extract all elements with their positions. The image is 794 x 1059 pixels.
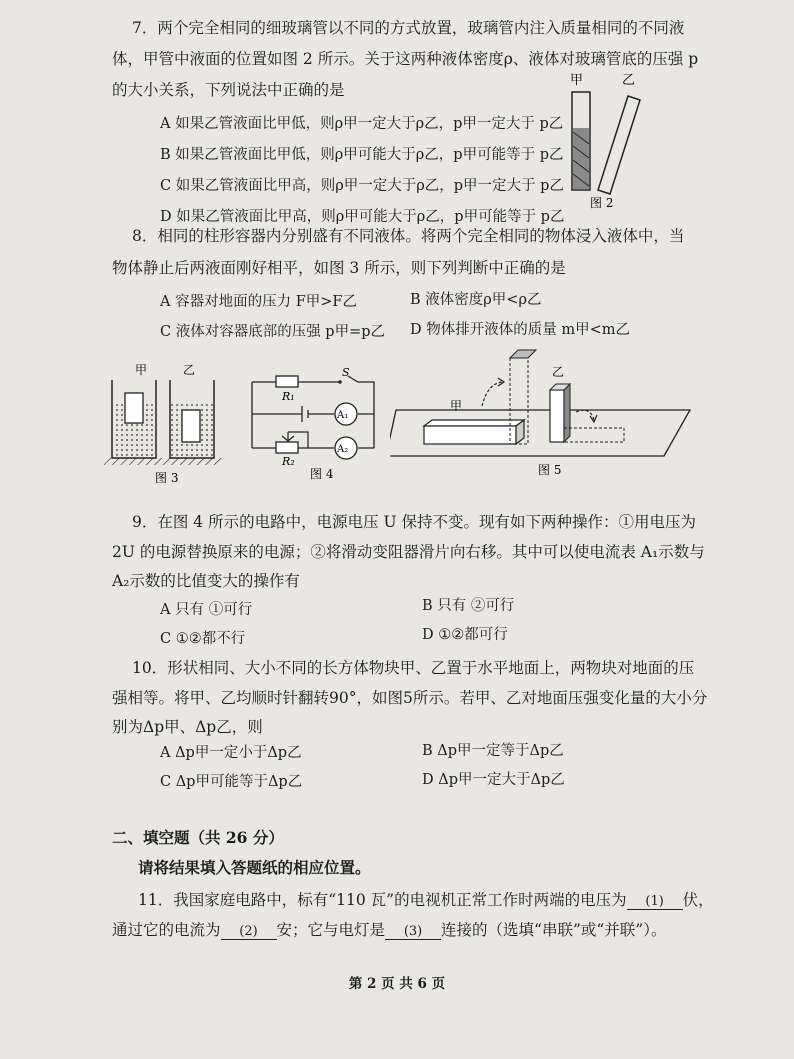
fig2-label-yi: 乙 <box>622 73 636 88</box>
q10-option-b: B Δp甲一定等于Δp乙 <box>422 743 564 759</box>
q10-option-d: D Δp甲一定大于Δp乙 <box>422 772 565 788</box>
fig5-label-jia: 甲 <box>450 399 463 413</box>
q10-option-c: C Δp甲可能等于Δp乙 <box>160 774 303 790</box>
q11-line2 <box>112 918 666 940</box>
fig5-caption: 图 5 <box>538 463 562 477</box>
fig2-label-jia: 甲 <box>570 73 584 88</box>
q7-line3: 的大小关系，下列说法中正确的是 <box>112 81 345 99</box>
figure-2 <box>560 70 650 210</box>
fig4-label-s: S <box>342 366 350 379</box>
fig3-ground <box>104 458 222 465</box>
fig3-object-jia <box>125 393 143 423</box>
figure-5 <box>390 346 700 482</box>
fig4-resistor-r2 <box>276 442 298 453</box>
fig5-block-yi-rotated <box>564 428 624 442</box>
q7-option-b: B 如果乙管液面比甲低，则ρ甲可能大于ρ乙，p甲可能等于 p乙 <box>160 147 564 163</box>
fig5-block-yi <box>550 390 564 442</box>
q9-line1: 9．在图 4 所示的电路中，电源电压 U 保持不变。现有如下两种操作：①用电压为 <box>132 513 696 531</box>
fig4-label-r1: R₁ <box>282 390 295 403</box>
q8-line2: 物体静止后两液面刚好相平，如图 3 所示，则下列判断中正确的是 <box>112 259 566 277</box>
fig4-label-a2: A₂ <box>337 444 349 455</box>
q9-option-a: A 只有 ①可行 <box>160 602 253 618</box>
fig4-caption: 图 4 <box>310 467 334 481</box>
q8-option-b: B 液体密度ρ甲<ρ乙 <box>410 292 542 308</box>
fig3-label-jia: 甲 <box>135 363 148 377</box>
q11-text-part1: 11．我国家庭电路中，标有“110 瓦”的电视机正常工作时两端的电压为 <box>138 891 627 909</box>
fig4-label-a1: A₁ <box>337 410 349 421</box>
fig4-resistor-r1 <box>276 376 298 387</box>
q11-text-part5: 连接的（选填“串联”或“并联”）。 <box>441 921 667 939</box>
q7-line2: 体，甲管中液面的位置如图 2 所示。关于这两种液体密度ρ、液体对玻璃管底的压强 p <box>112 50 699 68</box>
q11-blank-3: (3) <box>385 924 441 940</box>
q10-option-a: A Δp甲一定小于Δp乙 <box>160 745 302 761</box>
fig2-caption: 图 2 <box>590 196 614 210</box>
fig4-label-r2: R₂ <box>282 455 295 468</box>
q8-option-d: D 物体排开液体的质量 m甲<m乙 <box>410 322 630 338</box>
q11-text-part3: 通过它的电流为 <box>112 921 221 939</box>
q9-option-d: D ①②都可行 <box>422 627 508 643</box>
section-2-instruction: 请将结果填入答题纸的相应位置。 <box>138 858 371 877</box>
q7-option-a: A 如果乙管液面比甲低，则ρ甲一定大于ρ乙，p甲一定大于 p乙 <box>160 116 564 132</box>
q10-line2: 强相等。将甲、乙均顺时针翻转90°，如图5所示。若甲、乙对地面压强变化量的大小分 <box>112 689 708 707</box>
q7-option-d: D 如果乙管液面比甲高，则ρ甲可能大于ρ乙，p甲可能等于 p乙 <box>160 209 565 225</box>
q8-line1: 8．相同的柱形容器内分别盛有不同液体。将两个完全相同的物体浸入液体中，当 <box>132 227 685 245</box>
q8-option-a: A 容器对地面的压力 F甲>F乙 <box>160 294 357 310</box>
page-footer: 第 2 页 共 6 页 <box>348 976 446 992</box>
q7-option-c: C 如果乙管液面比甲高，则ρ甲一定大于ρ乙，p甲一定大于 p乙 <box>160 178 564 194</box>
fig5-block-jia <box>424 426 516 444</box>
fig3-caption: 图 3 <box>155 471 179 485</box>
fig5-label-yi: 乙 <box>552 365 565 379</box>
q10-line1: 10．形状相同、大小不同的长方体物块甲、乙置于水平地面上，两物块对地面的压 <box>132 659 695 677</box>
q11-blank-2: (2) <box>221 924 277 940</box>
figure-4 <box>238 362 388 482</box>
q9-line3: A₂示数的比值变大的操作有 <box>112 572 300 590</box>
section-2-title: 二、填空题（共 26 分） <box>112 828 284 847</box>
q11-blank-1: (1) <box>627 894 683 910</box>
q11-text-part2: 伏， <box>682 891 714 909</box>
fig3-object-yi <box>182 410 200 442</box>
fig3-label-yi: 乙 <box>183 363 196 377</box>
q11-line1 <box>138 888 714 910</box>
q7-line1: 7．两个完全相同的细玻璃管以不同的方式放置，玻璃管内注入质量相同的不同液 <box>132 19 685 37</box>
figure-3 <box>100 358 235 486</box>
q8-option-c: C 液体对容器底部的压强 p甲=p乙 <box>160 324 386 340</box>
q9-option-b: B 只有 ②可行 <box>422 598 515 614</box>
q9-option-c: C ①②都不行 <box>160 631 246 647</box>
fig2-tube-yi <box>598 96 640 194</box>
q11-text-part4: 安；它与电灯是 <box>276 921 386 939</box>
q10-line3: 别为Δp甲、Δp乙，则 <box>112 718 263 736</box>
q9-line2: 2U 的电源替换原来的电源；②将滑动变阻器滑片向右移。其中可以使电流表 A₁示数与 <box>112 543 705 561</box>
